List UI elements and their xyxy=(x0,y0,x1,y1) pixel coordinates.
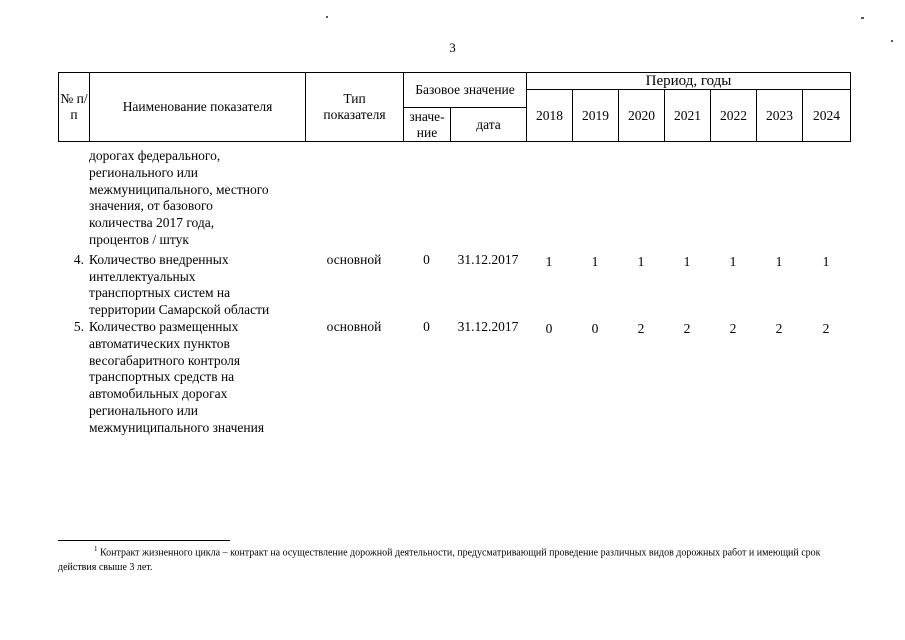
header-type xyxy=(306,73,404,142)
row-value: 2 xyxy=(683,320,691,336)
row-value: 2 xyxy=(822,320,830,336)
header-year xyxy=(619,90,665,142)
scan-speck xyxy=(326,16,328,18)
name-line: весогабаритного контроля xyxy=(89,352,241,368)
header-year-label: 2022 xyxy=(720,107,747,123)
scan-speck xyxy=(891,40,893,42)
name-line: количества 2017 года, xyxy=(89,215,215,231)
continuation-name xyxy=(89,148,309,249)
header-type-label: Тип показателя xyxy=(323,91,386,122)
row-value: 0 xyxy=(545,320,553,336)
header-num-label: № п/п xyxy=(60,91,88,122)
scan-speck xyxy=(861,17,864,19)
name-line: регионального или xyxy=(89,164,198,180)
name-line: регионального или xyxy=(89,402,198,418)
name-line: транспортных систем на xyxy=(89,285,231,301)
row-base-value: 0 xyxy=(423,251,430,267)
continuation-row xyxy=(58,148,850,249)
row-value: 0 xyxy=(591,320,599,336)
page-number: 3 xyxy=(449,40,456,55)
footnote xyxy=(58,542,853,575)
header-period xyxy=(527,73,851,90)
header-year-label: 2023 xyxy=(766,107,793,123)
name-line: межмуниципального значения xyxy=(89,419,265,435)
row-name xyxy=(89,252,309,319)
footnote-marker: 1 xyxy=(94,545,98,553)
row-base-date: 31.12.2017 xyxy=(457,318,519,334)
name-line: значения, от базового xyxy=(89,198,213,214)
name-line: дорогах федерального, xyxy=(89,148,221,163)
header-base-label: Базовое значение xyxy=(415,82,515,97)
footnote-divider xyxy=(58,540,230,541)
name-line: автоматических пунктов xyxy=(89,335,230,351)
name-line: интеллектуальных xyxy=(89,268,196,284)
table-body xyxy=(58,148,850,437)
header-year xyxy=(665,90,711,142)
row-value: 1 xyxy=(591,253,599,269)
header-year xyxy=(803,90,851,142)
row-value: 2 xyxy=(729,320,737,336)
header-base-date xyxy=(451,108,527,142)
header-year-label: 2019 xyxy=(582,107,609,123)
name-line: межмуниципального, местного xyxy=(89,181,269,197)
header-year-label: 2020 xyxy=(628,107,655,123)
row-name xyxy=(89,319,309,437)
name-line: транспортных средств на xyxy=(89,369,235,385)
header-year xyxy=(711,90,757,142)
row-value: 1 xyxy=(683,253,691,269)
row-type: основной xyxy=(326,318,382,334)
row-value: 1 xyxy=(775,253,783,269)
header-year-label: 2024 xyxy=(813,107,840,123)
name-line: Количество внедренных xyxy=(89,251,229,267)
row-value: 1 xyxy=(822,253,830,269)
header-name xyxy=(90,73,306,142)
header-period-label: Период, годы xyxy=(645,73,732,89)
row-value: 1 xyxy=(729,253,737,269)
footnote-text: Контракт жизненного цикла – контракт на осуществление дорожной деятельности, предусматривающий проведение различных видов дорожных работ и имеющий срок действия свыше 3 лет. xyxy=(58,547,821,574)
header-year xyxy=(527,90,573,142)
header-base-value-label: значе-ние xyxy=(409,108,445,140)
row-number: 5. xyxy=(73,318,84,334)
header-year xyxy=(757,90,803,142)
name-line: процентов / штук xyxy=(89,231,189,247)
table-row xyxy=(58,319,850,437)
row-base-value: 0 xyxy=(423,318,430,334)
header-base-value xyxy=(404,108,451,142)
table-header xyxy=(58,72,851,142)
row-base-date: 31.12.2017 xyxy=(457,251,519,267)
header-base-date-label: дата xyxy=(476,116,501,132)
header-year-label: 2018 xyxy=(536,107,563,123)
row-type: основной xyxy=(326,251,382,267)
header-num xyxy=(59,73,90,142)
header-year xyxy=(573,90,619,142)
name-line: территории Самарской области xyxy=(89,302,270,318)
row-number: 4. xyxy=(73,251,84,267)
header-year-label: 2021 xyxy=(674,107,701,123)
table-row xyxy=(58,252,850,319)
row-value: 1 xyxy=(545,253,553,269)
row-value: 2 xyxy=(637,320,645,336)
name-line: Количество размещенных xyxy=(89,318,239,334)
header-base xyxy=(404,73,527,108)
row-value: 2 xyxy=(775,320,783,336)
row-value: 1 xyxy=(637,253,645,269)
header-name-label: Наименование показателя xyxy=(122,99,273,114)
name-line: автомобильных дорогах xyxy=(89,386,228,402)
